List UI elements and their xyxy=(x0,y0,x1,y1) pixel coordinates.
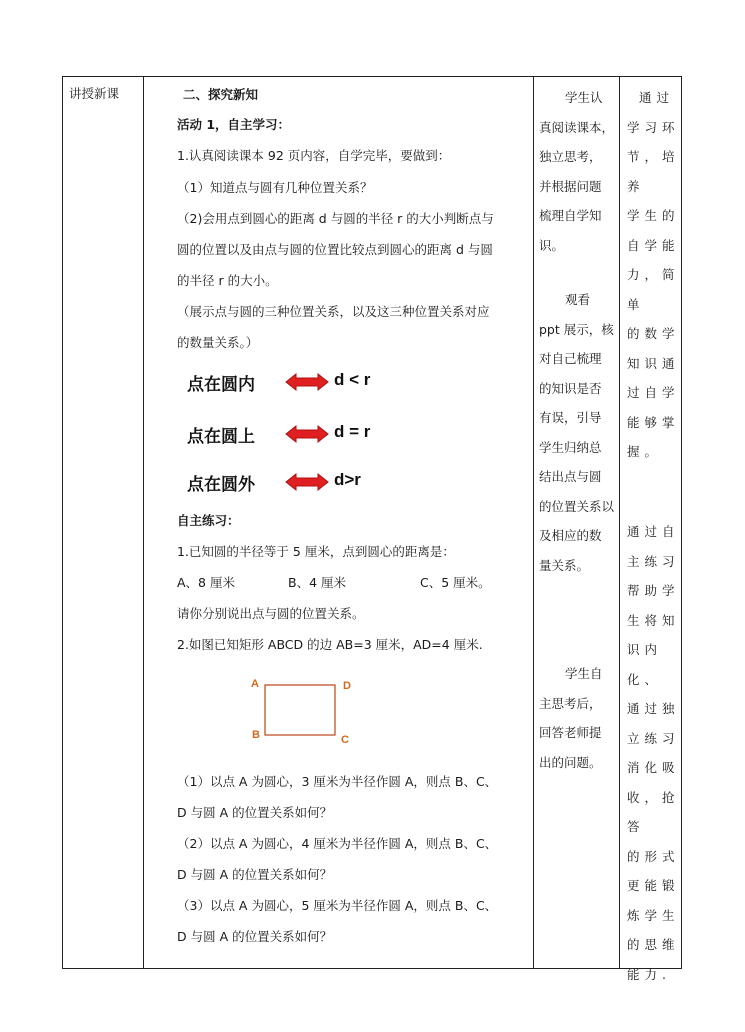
text-line: 握。 xyxy=(627,444,663,459)
practice-2: 2.如图已知矩形 ABCD 的边 AB=3 厘米，AD=4 厘米. xyxy=(177,637,483,652)
practice-1-option: A、8 厘米 xyxy=(177,575,235,590)
section-heading: 二、探究新知 xyxy=(183,87,259,102)
relation-label: 点在圆内 xyxy=(187,375,255,395)
relation-label: 点在圆上 xyxy=(187,427,255,447)
text-line: 量关系。 xyxy=(539,557,590,573)
relation-row xyxy=(187,470,361,495)
stage-label: 讲授新课 xyxy=(69,86,120,101)
text-line: 结出点与圆 xyxy=(539,469,602,484)
text-line: 回答老师提 xyxy=(539,725,602,740)
relation-math: d < r xyxy=(334,370,371,389)
text-line: 主思考后， xyxy=(539,695,602,711)
text-line: 能力. xyxy=(627,966,671,982)
question-1: （1）知道点与圆有几种位置关系？ xyxy=(177,180,373,195)
text-line: 对自己梳理 xyxy=(539,351,602,366)
sub-question-line: D 与圆 A 的位置关系如何？ xyxy=(177,929,333,944)
text-line: 学生的 xyxy=(627,208,680,223)
intent-para-2 xyxy=(627,517,681,989)
text-line: 的知识是否 xyxy=(539,380,602,396)
column-divider xyxy=(619,77,620,968)
text-line: 自学能 xyxy=(627,237,680,253)
sub-question-line: D 与圆 A 的位置关系如何？ xyxy=(177,867,333,882)
text-line: 独立思考， xyxy=(539,149,602,164)
text-line: 力，简单 xyxy=(627,267,680,312)
text-line: 更能锻 xyxy=(627,878,680,893)
text-line: 消化吸 xyxy=(627,760,680,775)
double-arrow-icon xyxy=(285,425,329,443)
double-arrow-icon xyxy=(285,473,329,491)
text-line: 生将知 xyxy=(627,612,680,628)
text-line: 学习环 xyxy=(627,119,680,135)
relation-row xyxy=(187,370,371,395)
text-line: 及相应的数 xyxy=(539,528,602,543)
content-cell xyxy=(143,77,533,968)
double-arrow-icon xyxy=(285,373,329,391)
text-line: 立练习 xyxy=(627,730,680,746)
rectangle-figure xyxy=(251,675,361,747)
text-line: 炼学生 xyxy=(627,907,680,923)
text-line: 的位置关系以 xyxy=(539,498,615,514)
text-line: 能够掌 xyxy=(627,414,680,430)
practice-1-ask: 请你分别说出点与圆的位置关系。 xyxy=(177,606,365,621)
column-divider xyxy=(533,77,534,968)
relation-math: d = r xyxy=(334,422,371,441)
text-line: 出的问题。 xyxy=(539,754,602,770)
text-line: 的形式 xyxy=(627,848,680,864)
text-line: 真阅读课本， xyxy=(539,119,615,135)
text-line: 梳理自学知 xyxy=(539,208,602,223)
stage-cell xyxy=(63,77,143,102)
text-line: 通过独 xyxy=(627,701,680,716)
text-line: 学生归纳总 xyxy=(539,439,602,455)
vertex-label-a: A xyxy=(251,678,259,690)
text-line: 识内化、 xyxy=(627,642,663,687)
show-note-line: 的数量关系。） xyxy=(177,335,259,350)
text-line: 的数学 xyxy=(627,326,680,341)
relation-row xyxy=(187,422,371,447)
text-line: 并根据问题 xyxy=(539,178,602,194)
item-1: 1.认真阅读课本 92 页内容，自学完毕，要做到： xyxy=(177,148,451,163)
sub-question-line: D 与圆 A 的位置关系如何？ xyxy=(177,805,333,820)
text-line: 收，抢答 xyxy=(627,789,680,834)
practice-title: 自主练习： xyxy=(177,513,240,528)
text-line: ppt 展示，核 xyxy=(539,321,614,337)
text-line: 通过自 xyxy=(627,524,680,539)
vertex-label-b: B xyxy=(252,729,260,741)
practice-1-option: B、4 厘米 xyxy=(288,575,347,590)
sub-question-line: （3）以点 A 为圆心，5 厘米为半径作圆 A，则点 B、C、 xyxy=(177,898,498,913)
text-line: 学生自 xyxy=(565,666,603,681)
text-line: 有误，引导 xyxy=(539,410,602,425)
relation-label: 点在圆外 xyxy=(187,475,255,495)
show-note-line: （展示点与圆的三种位置关系，以及这三种位置关系对应 xyxy=(177,304,490,319)
question-2-line: 圆的位置以及由点与圆的位置比较点到圆心的距离 d 与圆 xyxy=(177,242,493,257)
vertex-label-d: D xyxy=(343,680,351,692)
relation-math: d>r xyxy=(334,470,361,489)
text-line: 通过 xyxy=(639,90,675,105)
activity-title: 活动 1，自主学习： xyxy=(177,117,291,132)
text-line: 观看 xyxy=(565,292,591,307)
student-para-2 xyxy=(539,285,619,580)
student-activity-cell xyxy=(533,77,619,770)
vertex-label-c: C xyxy=(341,734,349,746)
sub-question-line: （1）以点 A 为圆心，3 厘米为半径作圆 A，则点 B、C、 xyxy=(177,774,498,789)
text-line: 识。 xyxy=(539,237,565,253)
practice-1-option: C、5 厘米。 xyxy=(420,575,491,590)
text-line: 学生认 xyxy=(565,90,603,105)
text-line: 帮助学 xyxy=(627,583,680,598)
student-para-3 xyxy=(539,659,617,777)
text-line: 主练习 xyxy=(627,553,680,569)
question-2-line: 的半径 r 的大小。 xyxy=(177,273,278,288)
practice-1: 1.已知圆的半径等于 5 厘米，点到圆心的距离是： xyxy=(177,544,455,559)
question-2-line: （2)会用点到圆心的距离 d 与圆的半径 r 的大小判断点与 xyxy=(177,211,494,226)
intent-para-1 xyxy=(627,83,681,467)
lesson-table xyxy=(62,76,682,982)
text-line: 节，培养 xyxy=(627,149,680,194)
text-line: 过自学 xyxy=(627,385,680,400)
sub-question-line: （2）以点 A 为圆心，4 厘米为半径作圆 A，则点 B、C、 xyxy=(177,836,498,851)
design-intent-cell xyxy=(619,77,681,982)
text-line: 知识通 xyxy=(627,355,680,371)
text-line: 的思维 xyxy=(627,937,680,952)
student-para-1 xyxy=(539,83,617,260)
